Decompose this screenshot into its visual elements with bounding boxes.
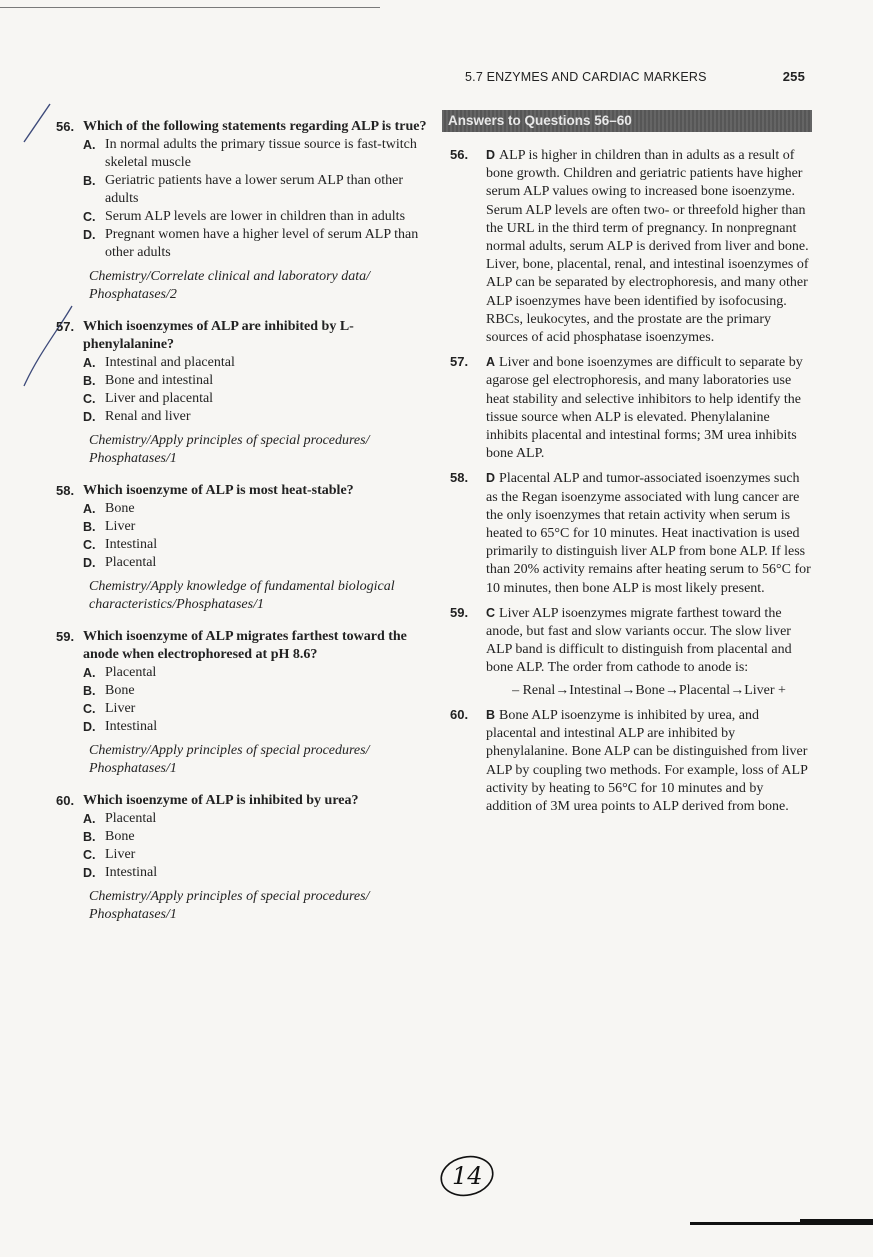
question-number: 60. <box>56 793 75 808</box>
question-category: Chemistry/Apply knowledge of fundamental biological characteristics/Phosphatases/1 <box>89 579 395 612</box>
option-text: Intestinal <box>105 865 158 880</box>
option-letter: D. <box>83 556 96 570</box>
option-letter: D. <box>83 866 96 880</box>
answer <box>450 146 812 347</box>
answer-body <box>486 604 812 700</box>
question-category: Chemistry/Apply principles of special procedures/ Phosphatases/1 <box>89 743 370 776</box>
option-letter: C. <box>83 210 96 224</box>
question-category: Chemistry/Correlate clinical and laboratory data/ Phosphatases/2 <box>89 269 371 302</box>
answers-column <box>450 110 812 822</box>
option-letter: A. <box>83 502 96 516</box>
question-category: Chemistry/Apply principles of special procedures/ Phosphatases/1 <box>89 889 370 922</box>
answer-letter: D <box>486 148 496 162</box>
question-text: Which isoenzyme of ALP is inhibited by urea? <box>83 793 359 808</box>
option-text: Renal and liver <box>105 409 191 424</box>
option <box>83 208 431 226</box>
option-letter: A. <box>83 666 96 680</box>
option-text: Liver and placental <box>105 391 214 406</box>
option <box>83 372 431 390</box>
option <box>83 718 431 736</box>
question <box>56 118 431 304</box>
option-list <box>83 136 431 262</box>
option-text: In normal adults the primary tissue source is fast-twitch skeletal muscle <box>105 137 417 170</box>
option-text: Bone <box>105 829 135 844</box>
option-letter: C. <box>83 538 96 552</box>
section-title: 5.7 ENZYMES AND CARDIAC MARKERS <box>465 70 707 84</box>
option-text: Placental <box>105 555 157 570</box>
question-number: 56. <box>56 119 75 134</box>
option <box>83 226 431 262</box>
question-category: Chemistry/Apply principles of special procedures/ Phosphatases/1 <box>89 433 370 466</box>
question <box>56 318 431 468</box>
option-text: Bone <box>105 501 135 516</box>
option-letter: B. <box>83 374 96 388</box>
option-list <box>83 354 431 426</box>
question <box>56 482 431 614</box>
pen-mark-56 <box>20 100 60 145</box>
option-text: Pregnant women have a higher level of serum ALP than other adults <box>105 227 419 260</box>
option <box>83 810 431 828</box>
option-text: Liver <box>105 701 136 716</box>
question-text: Which isoenzyme of ALP is most heat-stable? <box>83 483 354 498</box>
option-letter: D. <box>83 410 96 424</box>
answer-text: Liver and bone isoenzymes are difficult to separate by agarose gel electrophoresis, and many laboratories use heat stability and selective inhibitors to help identify the tissue source when ALP is elevated. Phenylalanine inhibits placental and intestinal forms; 3M urea inhibits bone ALP. <box>486 355 803 462</box>
page-number: 255 <box>782 69 805 84</box>
option <box>83 390 431 408</box>
question-number: 57. <box>56 319 75 334</box>
option-text: Liver <box>105 847 136 862</box>
answer-number: 56. <box>450 147 469 162</box>
answer <box>450 604 812 700</box>
question-number: 59. <box>56 629 75 644</box>
option <box>83 864 431 882</box>
option-text: Bone and intestinal <box>105 373 214 388</box>
question-text: Which of the following statements regarding ALP is true? <box>83 119 427 134</box>
option-text: Placental <box>105 665 157 680</box>
option-letter: A. <box>83 138 96 152</box>
option-text: Liver <box>105 519 136 534</box>
option-text: Bone <box>105 683 135 698</box>
option-text: Intestinal and placental <box>105 355 235 370</box>
question-text: Which isoenzymes of ALP are inhibited by L-phenylalanine? <box>83 319 354 352</box>
answer-text: Bone ALP isoenzyme is inhibited by urea, and placental and intestinal ALP are inhibited by phenylalanine. Bone ALP can be distinguished from liver ALP by coupling two methods. For example, loss of ALP activity by heating to 56°C for 10 minutes and by addition of 3M urea points to ALP derived from bone. <box>486 707 808 814</box>
answer-letter: A <box>486 355 496 370</box>
option <box>83 828 431 846</box>
option <box>83 682 431 700</box>
option <box>83 500 431 518</box>
option-letter: C. <box>83 848 96 862</box>
answer-body <box>486 706 812 816</box>
option-letter: A. <box>83 356 96 370</box>
option-list <box>83 664 431 736</box>
answer <box>450 706 812 816</box>
option <box>83 700 431 718</box>
top-rule <box>0 7 380 8</box>
answer-text: Liver ALP isoenzymes migrate farthest toward the anode, but fast and slow variants occur. The slow liver ALP band is difficult to distinguish from placental and bone ALP. The order from cathode to anode is: <box>486 605 792 676</box>
answer <box>450 469 812 597</box>
option <box>83 408 431 426</box>
option-letter: B. <box>83 684 96 698</box>
answer-number: 57. <box>450 354 469 370</box>
answer-number: 59. <box>450 604 469 620</box>
handwritten-number: 14 <box>452 1162 483 1190</box>
option-letter: C. <box>83 392 96 406</box>
option-letter: A. <box>83 812 96 826</box>
option-letter: D. <box>83 228 96 242</box>
option-letter: D. <box>83 720 96 734</box>
answer-body <box>486 469 812 597</box>
handwritten-page-note <box>434 1150 504 1200</box>
option <box>83 664 431 682</box>
option-letter: B. <box>83 174 96 188</box>
option <box>83 536 431 554</box>
option <box>83 172 431 208</box>
answer <box>450 353 812 463</box>
questions-column <box>56 118 431 938</box>
answer-text: Placental ALP and tumor-associated isoenzymes such as the Regan isoenzyme associated with lung cancer are the only isoenzymes that retain activity when serum is heated to 65°C for 10 minutes. Heat inactivation is used primarily to distinguish liver ALP from bone ALP. If less than 20% activity remains after heating serum to 56°C for 10 minutes, then bone ALP is most likely present. <box>486 471 811 596</box>
answer-text: ALP is higher in children than in adults as a result of bone growth. Children and geriatric patients have higher serum ALP values owing to increased bone isoenzyme. Serum ALP levels are often two- or threefold higher than the URL in the third term of pregnancy. In nonpregnant normal adults, serum ALP is derived from liver and bone. Liver, bone, placental, renal, and intestinal isoenzymes of ALP can be separated by electrophoresis, and many other ALP isoenzymes have been identified by isofocusing. RBCs, leukocytes, and the prostate are the primary sources of acid phosphatase isoenzymes. <box>486 148 809 346</box>
option-text: Serum ALP levels are lower in children than in adults <box>105 209 406 224</box>
answer-number: 60. <box>450 706 469 722</box>
option <box>83 354 431 372</box>
answer-body <box>486 353 812 463</box>
bottom-rule-thick <box>800 1219 873 1224</box>
answer-letter: C <box>486 605 496 620</box>
option-list <box>83 500 431 572</box>
option-text: Intestinal <box>105 719 158 734</box>
option <box>83 846 431 864</box>
question <box>56 628 431 778</box>
answer-letter: D <box>486 471 496 486</box>
answer-number: 58. <box>450 470 469 486</box>
question-number: 58. <box>56 483 75 498</box>
migration-order: – Renal→Intestinal→Bone→Placental→Liver + <box>512 682 786 698</box>
answer-letter: B <box>486 707 496 722</box>
option <box>83 136 431 172</box>
answers-banner: Answers to Questions 56–60 <box>442 110 812 132</box>
question-text: Which isoenzyme of ALP migrates farthest toward the anode when electrophoresed at pH 8.6? <box>83 629 407 662</box>
option-letter: C. <box>83 702 96 716</box>
answer-body <box>486 146 812 347</box>
option-list <box>83 810 431 882</box>
option-text: Geriatric patients have a lower serum ALP than other adults <box>105 173 404 206</box>
option-text: Intestinal <box>105 537 158 552</box>
option-letter: B. <box>83 830 96 844</box>
question <box>56 792 431 924</box>
option <box>83 554 431 572</box>
option-text: Placental <box>105 811 157 826</box>
option-letter: B. <box>83 520 96 534</box>
option <box>83 518 431 536</box>
